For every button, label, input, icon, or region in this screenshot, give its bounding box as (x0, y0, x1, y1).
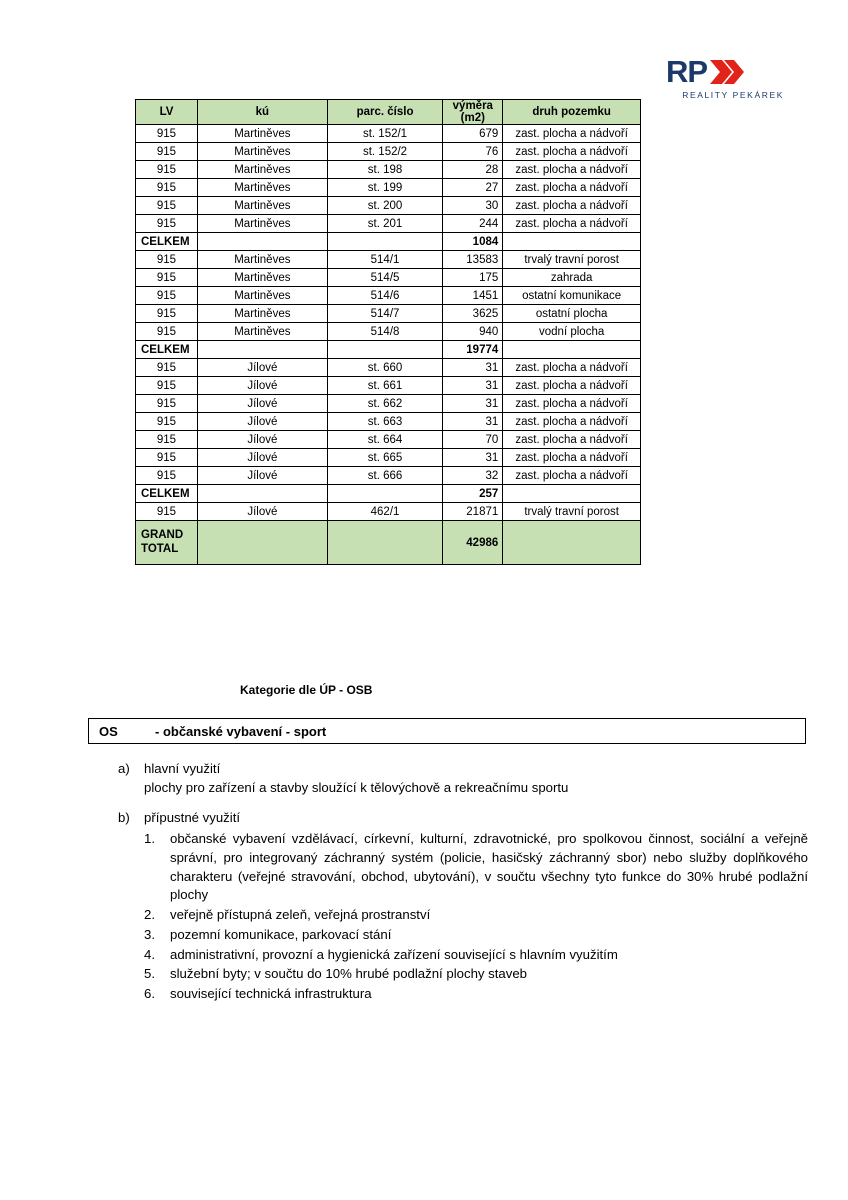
cell-ku (197, 521, 327, 565)
table-row (136, 251, 641, 269)
cell-lv: 915 (136, 143, 198, 161)
cell-lv: 915 (136, 125, 198, 143)
cell-lv: 915 (136, 449, 198, 467)
cell-land-type: trvalý travní porost (503, 251, 641, 269)
cell-lv: 915 (136, 305, 198, 323)
page-title: Kategorie dle ÚP - OSB (240, 683, 373, 697)
cell-land-type: zast. plocha a nádvoří (503, 359, 641, 377)
cell-area: 31 (443, 413, 503, 431)
cell-ku: Martiněves (197, 179, 327, 197)
cell-land-type: ostatní plocha (503, 305, 641, 323)
cell-lv: 915 (136, 359, 198, 377)
cell-parcel-number: st. 662 (327, 395, 443, 413)
cell-area: 70 (443, 431, 503, 449)
cell-ku: Martiněves (197, 287, 327, 305)
cell-parcel-number (327, 521, 443, 565)
cell-lv: 915 (136, 251, 198, 269)
cell-lv: CELKEM (136, 341, 198, 359)
category-code-box (88, 718, 806, 744)
cell-land-type: trvalý travní porost (503, 503, 641, 521)
cell-land-type: zast. plocha a nádvoří (503, 143, 641, 161)
cell-area: 76 (443, 143, 503, 161)
cell-ku (197, 341, 327, 359)
cell-parcel-number: st. 200 (327, 197, 443, 215)
cell-lv: 915 (136, 323, 198, 341)
usage-marker-a: a) (118, 761, 130, 776)
cell-lv: 915 (136, 467, 198, 485)
cell-parcel-number: 514/1 (327, 251, 443, 269)
cell-lv: 915 (136, 197, 198, 215)
cell-lv: 915 (136, 413, 198, 431)
cell-area: 31 (443, 377, 503, 395)
cell-land-type: zast. plocha a nádvoří (503, 413, 641, 431)
cell-ku: Martiněves (197, 161, 327, 179)
list-item (144, 906, 808, 925)
table-header-row (136, 100, 641, 125)
cell-area: 31 (443, 359, 503, 377)
cell-land-type: zast. plocha a nádvoří (503, 161, 641, 179)
usage-description-a: plochy pro zařízení a stavby sloužící k tělovýchově a rekreačnímu sportu (144, 779, 569, 795)
cell-ku: Martiněves (197, 323, 327, 341)
table-row (136, 503, 641, 521)
cell-ku: Martiněves (197, 143, 327, 161)
cell-area: 32 (443, 467, 503, 485)
logo-brand-text: RP (666, 54, 708, 89)
usage-item-a (118, 760, 808, 797)
list-item-number: 1. (144, 831, 155, 847)
land-parcels-table-wrapper (135, 99, 641, 565)
table-row-subtotal (136, 233, 641, 251)
table-row (136, 179, 641, 197)
cell-ku: Martiněves (197, 125, 327, 143)
cell-land-type: zast. plocha a nádvoří (503, 377, 641, 395)
cell-ku: Jílové (197, 359, 327, 377)
list-item (144, 926, 808, 945)
cell-lv: CELKEM (136, 485, 198, 503)
cell-parcel-number: 514/8 (327, 323, 443, 341)
grand-total-label-line1: GRAND (141, 529, 184, 542)
cell-land-type: zast. plocha a nádvoří (503, 431, 641, 449)
logo-tagline: REALITY PEKÁREK (682, 90, 784, 100)
cell-area: 30 (443, 197, 503, 215)
cell-ku: Jílové (197, 449, 327, 467)
table-row (136, 449, 641, 467)
cell-ku: Jílové (197, 413, 327, 431)
column-header-area-line2: (m2) (460, 112, 485, 124)
table-row (136, 377, 641, 395)
cell-lv: 915 (136, 161, 198, 179)
cell-lv: 915 (136, 377, 198, 395)
cell-ku: Martiněves (197, 305, 327, 323)
cell-area: 13583 (443, 251, 503, 269)
list-item (144, 965, 808, 984)
table-row-grand-total (136, 521, 641, 565)
cell-land-type: zast. plocha a nádvoří (503, 125, 641, 143)
column-header-ku: kú (197, 100, 327, 125)
cell-ku: Martiněves (197, 269, 327, 287)
cell-parcel-number: st. 198 (327, 161, 443, 179)
table-header (136, 100, 641, 125)
cell-land-type (503, 521, 641, 565)
list-item-number: 5. (144, 966, 155, 982)
cell-parcel-number: 514/6 (327, 287, 443, 305)
cell-parcel-number: st. 152/2 (327, 143, 443, 161)
cell-parcel-number: 514/7 (327, 305, 443, 323)
cell-parcel-number: st. 152/1 (327, 125, 443, 143)
list-item (144, 946, 808, 965)
cell-parcel-number: 462/1 (327, 503, 443, 521)
usage-marker-b: b) (118, 810, 130, 826)
land-parcels-table (135, 99, 641, 565)
usage-heading-a: hlavní využití (144, 761, 221, 776)
table-row (136, 197, 641, 215)
table-row (136, 431, 641, 449)
cell-land-type: zast. plocha a nádvoří (503, 179, 641, 197)
list-item-text: služební byty; v součtu do 10% hrubé podlažní plochy staveb (170, 966, 528, 982)
column-header-parcel-number: parc. číslo (327, 100, 443, 125)
cell-area: 1084 (443, 233, 503, 251)
cell-parcel-number: st. 665 (327, 449, 443, 467)
cell-ku: Martiněves (197, 215, 327, 233)
list-item-text: občanské vybavení vzdělávací, církevní, kulturní, zdravotnické, pro spolkovou činnost, sociální a veřejně správní, pro integrovaný záchranný systém (policie, hasičský záchranný sbor) nebo služby doplňkového charakteru (veřejné stravování, obchod, ubytování), v součtu všechny tyto funkce do 30% hrubé podlažní plochy (170, 831, 808, 903)
usage-body-b (144, 809, 808, 1004)
cell-lv: 915 (136, 215, 198, 233)
cell-parcel-number (327, 485, 443, 503)
cell-parcel-number: st. 199 (327, 179, 443, 197)
cell-parcel-number: st. 660 (327, 359, 443, 377)
list-item (144, 985, 808, 1004)
cell-ku: Martiněves (197, 251, 327, 269)
cell-area: 175 (443, 269, 503, 287)
usage-section (118, 760, 808, 1007)
category-code: OS (99, 723, 118, 739)
table-row (136, 161, 641, 179)
cell-area: 27 (443, 179, 503, 197)
list-item-text: veřejně přístupná zeleň, veřejná prostranství (170, 907, 431, 923)
cell-area: 679 (443, 125, 503, 143)
cell-lv: 915 (136, 431, 198, 449)
list-item-text: administrativní, provozní a hygienická zařízení související s hlavním využitím (170, 946, 618, 962)
category-code-description: - občanské vybavení - sport (155, 723, 327, 739)
cell-lv: 915 (136, 179, 198, 197)
cell-lv (136, 521, 198, 565)
table-body (136, 125, 641, 565)
cell-parcel-number (327, 233, 443, 251)
table-row (136, 287, 641, 305)
table-row (136, 305, 641, 323)
cell-land-type (503, 485, 641, 503)
cell-area: 19774 (443, 341, 503, 359)
cell-land-type: zast. plocha a nádvoří (503, 215, 641, 233)
cell-land-type: zast. plocha a nádvoří (503, 449, 641, 467)
logo-mark (666, 56, 786, 87)
table-row (136, 467, 641, 485)
cell-area: 3625 (443, 305, 503, 323)
table-row-subtotal (136, 341, 641, 359)
cell-area: 28 (443, 161, 503, 179)
cell-area: 31 (443, 449, 503, 467)
usage-heading-b: přípustné využití (144, 810, 241, 826)
list-item-text: pozemní komunikace, parkovací stání (170, 926, 392, 942)
cell-land-type (503, 233, 641, 251)
cell-land-type: vodní plocha (503, 323, 641, 341)
table-row (136, 359, 641, 377)
table-row-subtotal (136, 485, 641, 503)
list-item-number: 6. (144, 986, 155, 1002)
cell-lv: 915 (136, 395, 198, 413)
table-row (136, 413, 641, 431)
grand-total-label-line2: TOTAL (141, 542, 179, 555)
list-item-number: 3. (144, 926, 155, 942)
cell-land-type: ostatní komunikace (503, 287, 641, 305)
cell-parcel-number: st. 201 (327, 215, 443, 233)
cell-area: 940 (443, 323, 503, 341)
table-row (136, 269, 641, 287)
list-item-number: 4. (144, 946, 155, 962)
column-header-lv: LV (136, 100, 198, 125)
cell-ku: Jílové (197, 395, 327, 413)
usage-item-b (118, 809, 808, 1004)
table-row (136, 143, 641, 161)
table-row (136, 323, 641, 341)
cell-lv: 915 (136, 269, 198, 287)
cell-ku: Jílové (197, 467, 327, 485)
cell-ku: Jílové (197, 431, 327, 449)
cell-ku: Martiněves (197, 197, 327, 215)
cell-ku: Jílové (197, 377, 327, 395)
cell-parcel-number: st. 666 (327, 467, 443, 485)
cell-area: 21871 (443, 503, 503, 521)
cell-land-type: zast. plocha a nádvoří (503, 395, 641, 413)
cell-ku (197, 233, 327, 251)
list-item (144, 830, 808, 905)
cell-ku: Jílové (197, 503, 327, 521)
cell-area: 244 (443, 215, 503, 233)
column-header-land-type: druh pozemku (503, 100, 641, 125)
cell-area: 42986 (443, 521, 503, 565)
table-row (136, 395, 641, 413)
cell-ku (197, 485, 327, 503)
cell-parcel-number (327, 341, 443, 359)
chevron-logo-icon (710, 58, 744, 86)
cell-land-type: zast. plocha a nádvoří (503, 197, 641, 215)
cell-parcel-number: 514/5 (327, 269, 443, 287)
cell-lv: 915 (136, 503, 198, 521)
cell-parcel-number: st. 663 (327, 413, 443, 431)
cell-parcel-number: st. 664 (327, 431, 443, 449)
cell-area: 1451 (443, 287, 503, 305)
usage-sublist-b (144, 830, 808, 1004)
cell-lv: CELKEM (136, 233, 198, 251)
column-header-area (443, 100, 503, 125)
list-item-number: 2. (144, 907, 155, 923)
column-header-area-line1: výměra (452, 100, 493, 112)
table-row (136, 125, 641, 143)
cell-area: 257 (443, 485, 503, 503)
cell-parcel-number: st. 661 (327, 377, 443, 395)
cell-land-type: zahrada (503, 269, 641, 287)
cell-lv: 915 (136, 287, 198, 305)
cell-area: 31 (443, 395, 503, 413)
usage-body-a (144, 760, 808, 797)
cell-land-type: zast. plocha a nádvoří (503, 467, 641, 485)
company-logo (666, 56, 786, 100)
cell-land-type (503, 341, 641, 359)
list-item-text: související technická infrastruktura (170, 986, 372, 1002)
table-row (136, 215, 641, 233)
